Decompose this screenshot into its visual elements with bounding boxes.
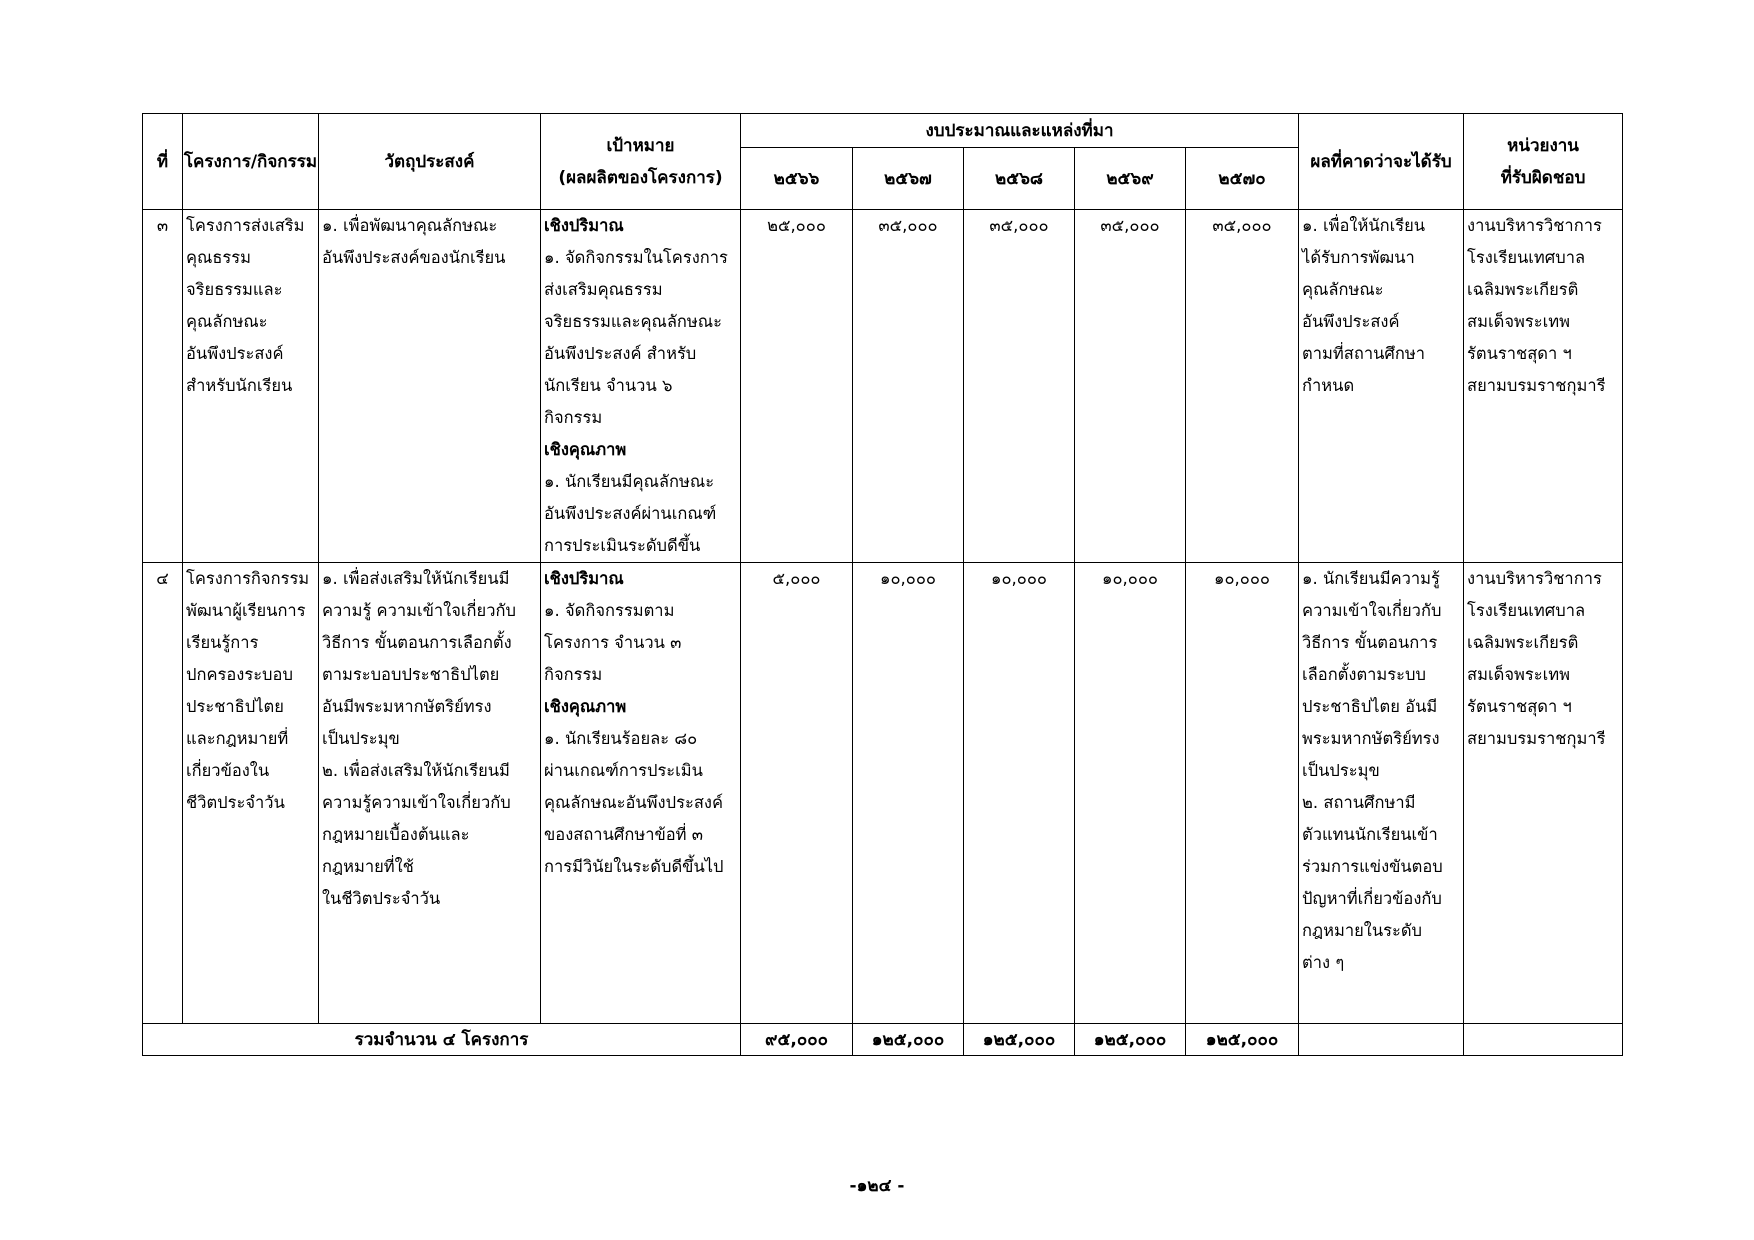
project-line: ประชาธิปไตย: [186, 697, 284, 716]
project-line: เรียนรู้การ: [186, 633, 259, 652]
total-budget-cell: ๑๒๕,๐๐๐: [1186, 1024, 1299, 1056]
outcome-line: เลือกตั้งตามระบบ: [1302, 665, 1426, 684]
unit-line: เฉลิมพระเกียรติ: [1467, 280, 1579, 299]
row-outcome: [1299, 210, 1464, 563]
objective-line: ๒. เพื่อส่งเสริมให้นักเรียนมี: [322, 761, 510, 780]
objective-line: กฎหมายเบื้องต้นและ: [322, 825, 470, 844]
outcome-line: กำหนด: [1302, 376, 1355, 395]
total-row: [143, 1024, 1623, 1056]
header-unit: [1464, 114, 1623, 210]
budget-cell: ๓๕,๐๐๐: [1186, 210, 1299, 563]
header-objective: วัตถุประสงค์: [319, 114, 541, 210]
outcome-line: อันพึงประสงค์: [1302, 312, 1400, 331]
total-unit-empty: [1464, 1024, 1623, 1056]
budget-cell: ๒๕,๐๐๐: [741, 210, 853, 563]
outcome-line: ๒. สถานศึกษามี: [1302, 793, 1416, 812]
objective-line: ๑. เพื่อพัฒนาคุณลักษณะ: [322, 216, 498, 235]
target-line: เชิงปริมาณ: [544, 216, 624, 235]
header-year: ๒๕๖๙: [1075, 148, 1186, 210]
row-outcome: [1299, 563, 1464, 1024]
objective-line: ความรู้ ความเข้าใจเกี่ยวกับ: [322, 601, 516, 620]
unit-line: เฉลิมพระเกียรติ: [1467, 633, 1579, 652]
table-row: [143, 563, 1623, 1024]
unit-line: งานบริหารวิชาการ: [1467, 216, 1602, 235]
project-line: ชีวิตประจำวัน: [186, 793, 285, 812]
outcome-line: วิธีการ ขั้นตอนการ: [1302, 633, 1438, 652]
budget-cell: ๑๐,๐๐๐: [1186, 563, 1299, 1024]
objective-line: วิธีการ ขั้นตอนการเลือกตั้ง: [322, 633, 512, 652]
project-line: พัฒนาผู้เรียนการ: [186, 601, 306, 620]
budget-cell: ๓๕,๐๐๐: [964, 210, 1075, 563]
row-no: ๔: [143, 563, 183, 1024]
target-line: ๑. จัดกิจกรรมตาม: [544, 601, 675, 620]
outcome-line: ต่าง ๆ: [1302, 953, 1345, 972]
outcome-line: ๑. นักเรียนมีความรู้: [1302, 569, 1440, 588]
target-line: ๑. นักเรียนร้อยละ ๘๐: [544, 729, 698, 748]
total-budget-cell: ๑๒๕,๐๐๐: [964, 1024, 1075, 1056]
outcome-line: ปัญหาที่เกี่ยวข้องกับ: [1302, 889, 1442, 908]
row-project: [183, 210, 319, 563]
project-line: คุณธรรม: [186, 248, 252, 267]
unit-line: สยามบรมราชกุมารี: [1467, 729, 1606, 748]
total-label: รวมจำนวน ๔ โครงการ: [143, 1024, 741, 1056]
outcome-line: ความเข้าใจเกี่ยวกับ: [1302, 601, 1442, 620]
project-line: โครงการส่งเสริม: [186, 216, 305, 235]
objective-line: อันพึงประสงค์ของนักเรียน: [322, 248, 506, 267]
outcome-line: คุณลักษณะ: [1302, 280, 1384, 299]
target-line: กิจกรรม: [544, 408, 603, 427]
target-line: ๑. จัดกิจกรรมในโครงการ: [544, 248, 728, 267]
outcome-line: ๑. เพื่อให้นักเรียน: [1302, 216, 1426, 235]
row-no: ๓: [143, 210, 183, 563]
project-line: และกฎหมายที่: [186, 729, 289, 748]
objective-line: ตามระบอบประชาธิปไตย: [322, 665, 500, 684]
target-line: การมีวินัยในระดับดีขึ้นไป: [544, 857, 724, 876]
header-unit-line1: หน่วยงาน: [1507, 135, 1579, 156]
total-budget-cell: ๑๒๕,๐๐๐: [853, 1024, 964, 1056]
header-year: ๒๕๖๗: [853, 148, 964, 210]
header-no: ที่: [143, 114, 183, 210]
outcome-line: กฎหมายในระดับ: [1302, 921, 1423, 940]
project-line: เกี่ยวข้องใน: [186, 761, 270, 780]
project-line: ปกครองระบอบ: [186, 665, 293, 684]
unit-line: งานบริหารวิชาการ: [1467, 569, 1602, 588]
header-project: โครงการ/กิจกรรม: [183, 114, 319, 210]
header-year: ๒๕๖๖: [741, 148, 853, 210]
target-line: เชิงปริมาณ: [544, 569, 624, 588]
target-line: อันพึงประสงค์ สำหรับ: [544, 344, 697, 363]
row-target: [541, 210, 741, 563]
row-unit: [1464, 210, 1623, 563]
target-line: คุณลักษณะอันพึงประสงค์: [544, 793, 723, 812]
target-line: นักเรียน จำนวน ๖: [544, 376, 673, 395]
budget-cell: ๑๐,๐๐๐: [1075, 563, 1186, 1024]
target-line: ส่งเสริมคุณธรรม: [544, 280, 663, 299]
outcome-line: ประชาธิปไตย อันมี: [1302, 697, 1438, 716]
project-line: คุณลักษณะ: [186, 312, 268, 331]
unit-line: สมเด็จพระเทพ: [1467, 312, 1570, 331]
objective-line: ๑. เพื่อส่งเสริมให้นักเรียนมี: [322, 569, 510, 588]
row-target: [541, 563, 741, 1024]
budget-cell: ๑๐,๐๐๐: [853, 563, 964, 1024]
header-year: ๒๕๖๘: [964, 148, 1075, 210]
total-budget-cell: ๙๕,๐๐๐: [741, 1024, 853, 1056]
row-unit: [1464, 563, 1623, 1024]
unit-line: โรงเรียนเทศบาล: [1467, 601, 1586, 620]
table-row: [143, 210, 1623, 563]
unit-line: โรงเรียนเทศบาล: [1467, 248, 1586, 267]
budget-cell: ๕,๐๐๐: [741, 563, 853, 1024]
outcome-line: ตัวแทนนักเรียนเข้า: [1302, 825, 1438, 844]
target-line: โครงการ จำนวน ๓: [544, 633, 682, 652]
objective-line: ความรู้ความเข้าใจเกี่ยวกับ: [322, 793, 511, 812]
target-line: ๑. นักเรียนมีคุณลักษณะ: [544, 472, 715, 491]
table-header: [143, 114, 1623, 210]
unit-line: รัตนราชสุดา ฯ: [1467, 697, 1572, 716]
objective-line: กฎหมายที่ใช้: [322, 857, 414, 876]
unit-line: รัตนราชสุดา ฯ: [1467, 344, 1572, 363]
header-budget: งบประมาณและแหล่งที่มา: [741, 114, 1299, 148]
total-outcome-empty: [1299, 1024, 1464, 1056]
outcome-line: ตามที่สถานศึกษา: [1302, 344, 1425, 363]
budget-cell: ๑๐,๐๐๐: [964, 563, 1075, 1024]
target-line: ของสถานศึกษาข้อที่ ๓: [544, 825, 704, 844]
header-target: [541, 114, 741, 210]
page-number: -๑๒๔ -: [849, 1176, 905, 1196]
header-target-line2: (ผลผลิตของโครงการ): [558, 167, 723, 188]
header-target-line1: เป้าหมาย: [606, 135, 675, 156]
project-line: จริยธรรมและ: [186, 280, 283, 299]
budget-cell: ๓๕,๐๐๐: [853, 210, 964, 563]
row-project: [183, 563, 319, 1024]
project-line: สำหรับนักเรียน: [186, 376, 293, 395]
budget-cell: ๓๕,๐๐๐: [1075, 210, 1186, 563]
outcome-line: ได้รับการพัฒนา: [1302, 248, 1415, 267]
target-line: อันพึงประสงค์ผ่านเกณฑ์: [544, 504, 717, 523]
total-budget-cell: ๑๒๕,๐๐๐: [1075, 1024, 1186, 1056]
target-line: จริยธรรมและคุณลักษณะ: [544, 312, 722, 331]
project-line: อันพึงประสงค์: [186, 344, 284, 363]
unit-line: สยามบรมราชกุมารี: [1467, 376, 1606, 395]
outcome-line: พระมหากษัตริย์ทรง: [1302, 729, 1440, 748]
target-line: เชิงคุณภาพ: [544, 440, 627, 459]
objective-line: ในชีวิตประจำวัน: [322, 889, 441, 908]
target-line: กิจกรรม: [544, 665, 603, 684]
objective-line: อันมีพระมหากษัตริย์ทรง: [322, 697, 492, 716]
outcome-line: เป็นประมุข: [1302, 761, 1380, 780]
project-line: โครงการกิจกรรม: [186, 569, 310, 588]
outcome-line: ร่วมการแข่งขันตอบ: [1302, 857, 1443, 876]
target-line: การประเมินระดับดีขึ้น: [544, 536, 701, 555]
target-line: ผ่านเกณฑ์การประเมิน: [544, 761, 703, 780]
header-year: ๒๕๗๐: [1186, 148, 1299, 210]
header-unit-line2: ที่รับผิดชอบ: [1500, 167, 1586, 188]
unit-line: สมเด็จพระเทพ: [1467, 665, 1570, 684]
target-line: เชิงคุณภาพ: [544, 697, 627, 716]
header-outcome: ผลที่คาดว่าจะได้รับ: [1299, 114, 1464, 210]
row-objective: [319, 210, 541, 563]
budget-plan-table: [142, 113, 1623, 1056]
row-objective: [319, 563, 541, 1024]
objective-line: เป็นประมุข: [322, 729, 400, 748]
